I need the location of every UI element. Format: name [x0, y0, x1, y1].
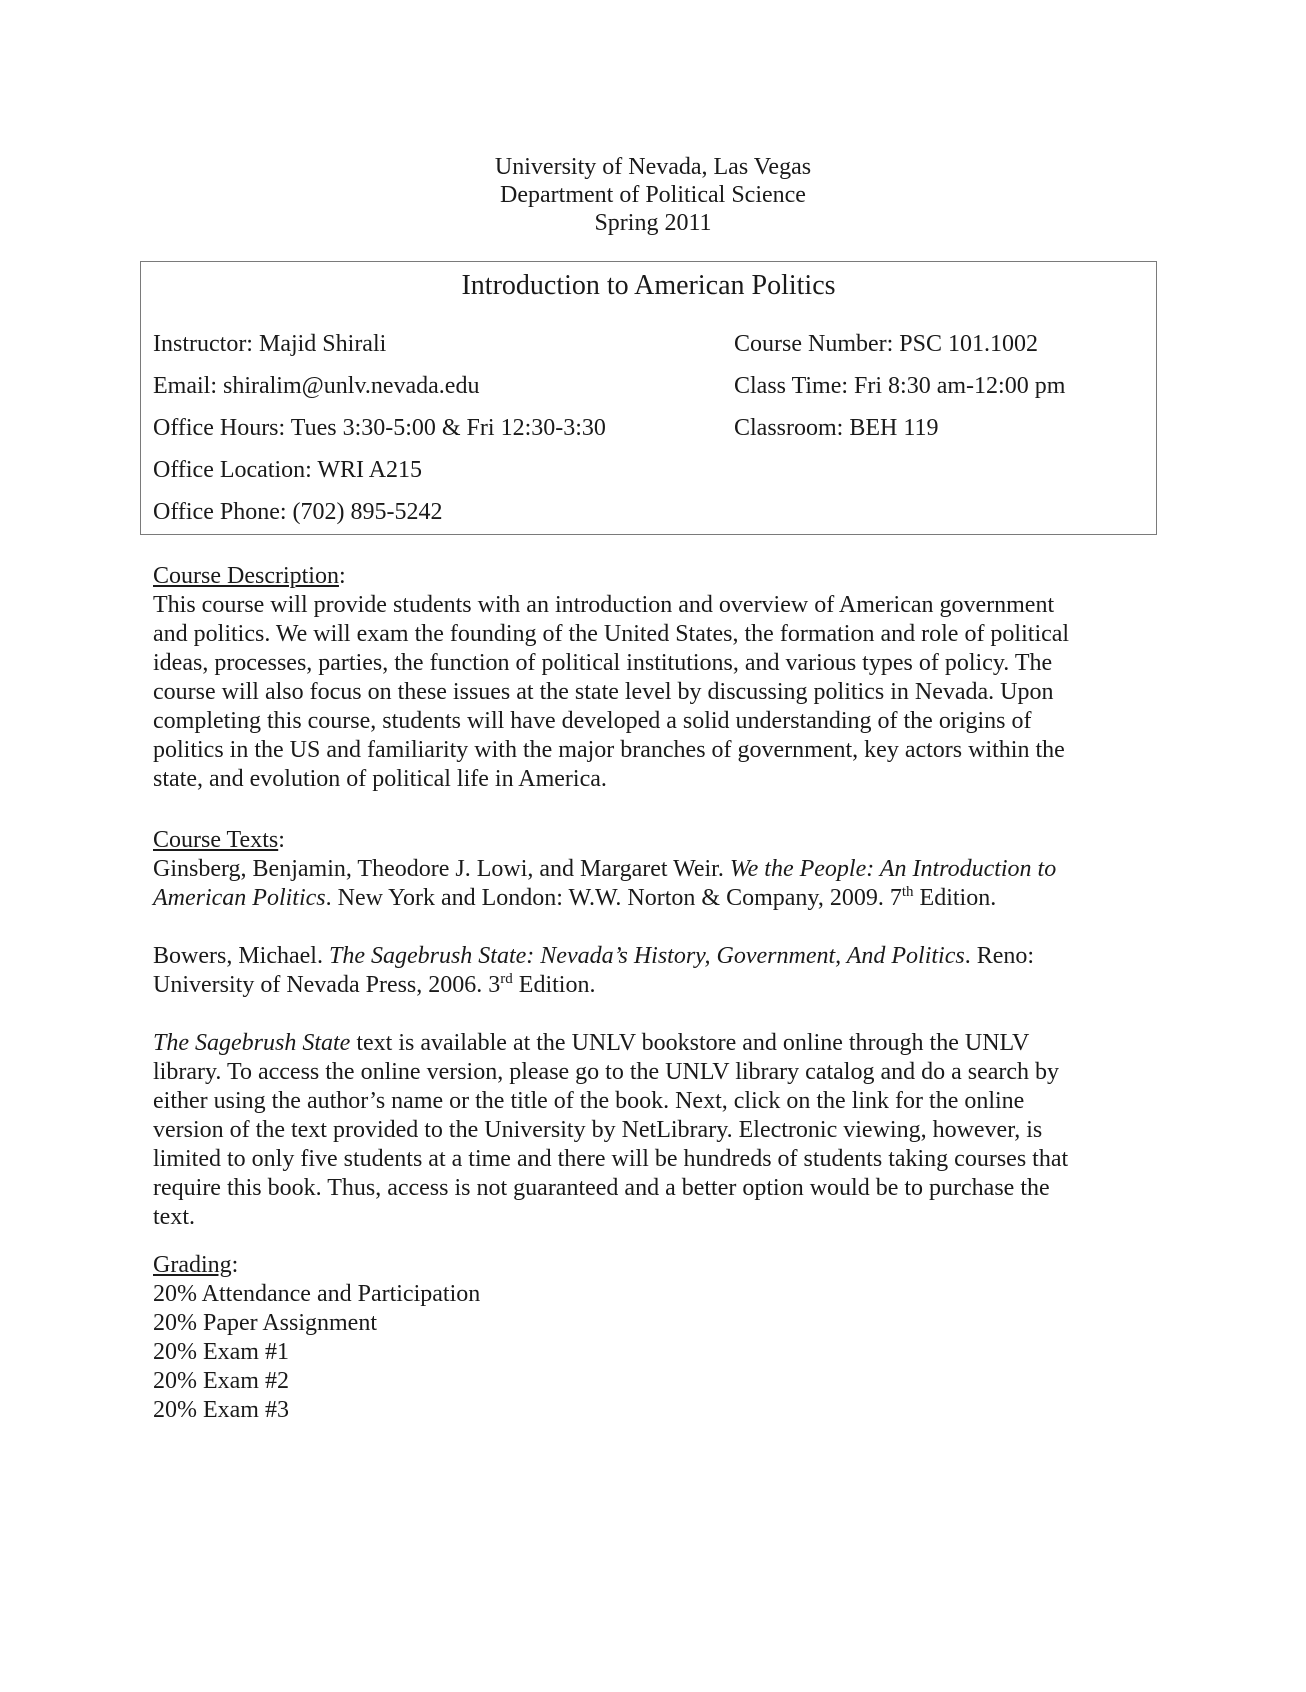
office-hours-line: Office Hours: Tues 3:30-5:00 & Fri 12:30-3:30	[153, 415, 606, 441]
email-line: Email: shiralim@unlv.nevada.edu	[153, 373, 480, 399]
university-name: University of Nevada, Las Vegas	[494, 154, 812, 180]
grading-item: 20% Exam #1	[153, 1339, 289, 1365]
class-time-line: Class Time: Fri 8:30 am-12:00 pm	[734, 373, 1066, 399]
office-location-line: Office Location: WRI A215	[153, 457, 423, 483]
course-info-box	[140, 261, 1157, 535]
office-phone-line: Office Phone: (702) 895-5242	[153, 499, 443, 525]
document-header	[0, 153, 1306, 237]
book-citation-2-cont: University of Nevada Press, 2006. 3rd Edition.	[153, 971, 596, 998]
course-description-text: This course will provide students with an introduction and overview of American government and politics. We will exam the founding of the United States, the formation and role of political ideas, processes, parties, the function of political institutions, and various types of policy. The course will also focus on these issues at the state level by discussing politics in Nevada. Upon completing this course, students will have developed a solid understanding of the origins of politics in the US and familiarity with the major branches of government, key actors within the state, and evolution of political life in America.	[153, 592, 1070, 792]
text-availability-note: The Sagebrush State text is available at the UNLV bookstore and online through the UNLV library. To access the online version, please go to the UNLV library catalog and do a search by either using the author’s name or the title of the book. Next, click on the link for the online version of the text provided to the University by NetLibrary. Electronic viewing, however, is limited to only five students at a time and there will be hundreds of students taking courses that require this book. Thus, access is not guaranteed and a better option would be to purchase the text.	[153, 1030, 1069, 1230]
book-citation-2: Bowers, Michael. The Sagebrush State: Nevada’s History, Government, And Politics. Reno:	[153, 943, 1035, 969]
book-2-title: The Sagebrush State: Nevada’s History, Government, And Politics	[328, 943, 965, 969]
course-texts-section: Course Texts: Ginsberg, Benjamin, Theodore J. Lowi, and Margaret Weir. We the People: An Introduction to American Politics. New York and London: W.W. Norton & Company, 2009. 7th Edition. Bowers, Michael. The Sagebrush State: Nevada’s History, Government, And Politics. Reno: University of Nevada Press, 2006. 3rd Edition. The Sagebrush State text is available at the UNLV bookstore and online through the UNLV library. To access the online version, please go to the UNLV library catalog and do a search by either using the author’s name or the title of the book. Next, click on the link for the online version of the text provided to the University by NetLibrary. Electronic viewing, however, is limited to only five students at a time and there will be hundreds of students taking courses that require this book. Thus, access is not guaranteed and a better option would be to purchase the text.	[153, 826, 1143, 1232]
grading-section: Grading: 20% Attendance and Participation 20% Paper Assignment 20% Exam #1 20% Exam #2 20% Exam #3	[153, 1251, 1143, 1425]
course-description-section: Course Description: This course will provide students with an introduction and overview of American government and politics. We will exam the founding of the United States, the formation and role of political ideas, processes, parties, the function of political institutions, and various types of policy. The course will also focus on these issues at the state level by discussing politics in Nevada. Upon completing this course, students will have developed a solid understanding of the origins of politics in the US and familiarity with the major branches of government, key actors within the state, and evolution of political life in America.	[153, 562, 1143, 794]
book-1-title: We the People: An Introduction to	[729, 856, 1057, 882]
grading-item: 20% Paper Assignment	[153, 1310, 377, 1336]
course-texts-heading: Course Texts	[153, 827, 279, 853]
book-citation-1: Ginsberg, Benjamin, Theodore J. Lowi, and Margaret Weir. We the People: An Introduction to	[153, 856, 1057, 882]
classroom-line: Classroom: BEH 119	[734, 415, 939, 441]
grading-item: 20% Exam #2	[153, 1368, 289, 1394]
grading-item: 20% Attendance and Participation	[153, 1281, 481, 1307]
department-name: Department of Political Science	[500, 182, 806, 208]
grading-item: 20% Exam #3	[153, 1397, 289, 1423]
book-citation-1-cont: American Politics. New York and London: W.W. Norton & Company, 2009. 7th Edition.	[153, 884, 997, 911]
term-label: Spring 2011	[594, 210, 712, 236]
course-number-line: Course Number: PSC 101.1002	[734, 331, 1039, 357]
grading-heading: Grading	[153, 1252, 232, 1278]
instructor-line: Instructor: Majid Shirali	[153, 331, 387, 357]
course-title: Introduction to American Politics	[461, 270, 836, 301]
course-description-heading: Course Description	[153, 563, 339, 589]
